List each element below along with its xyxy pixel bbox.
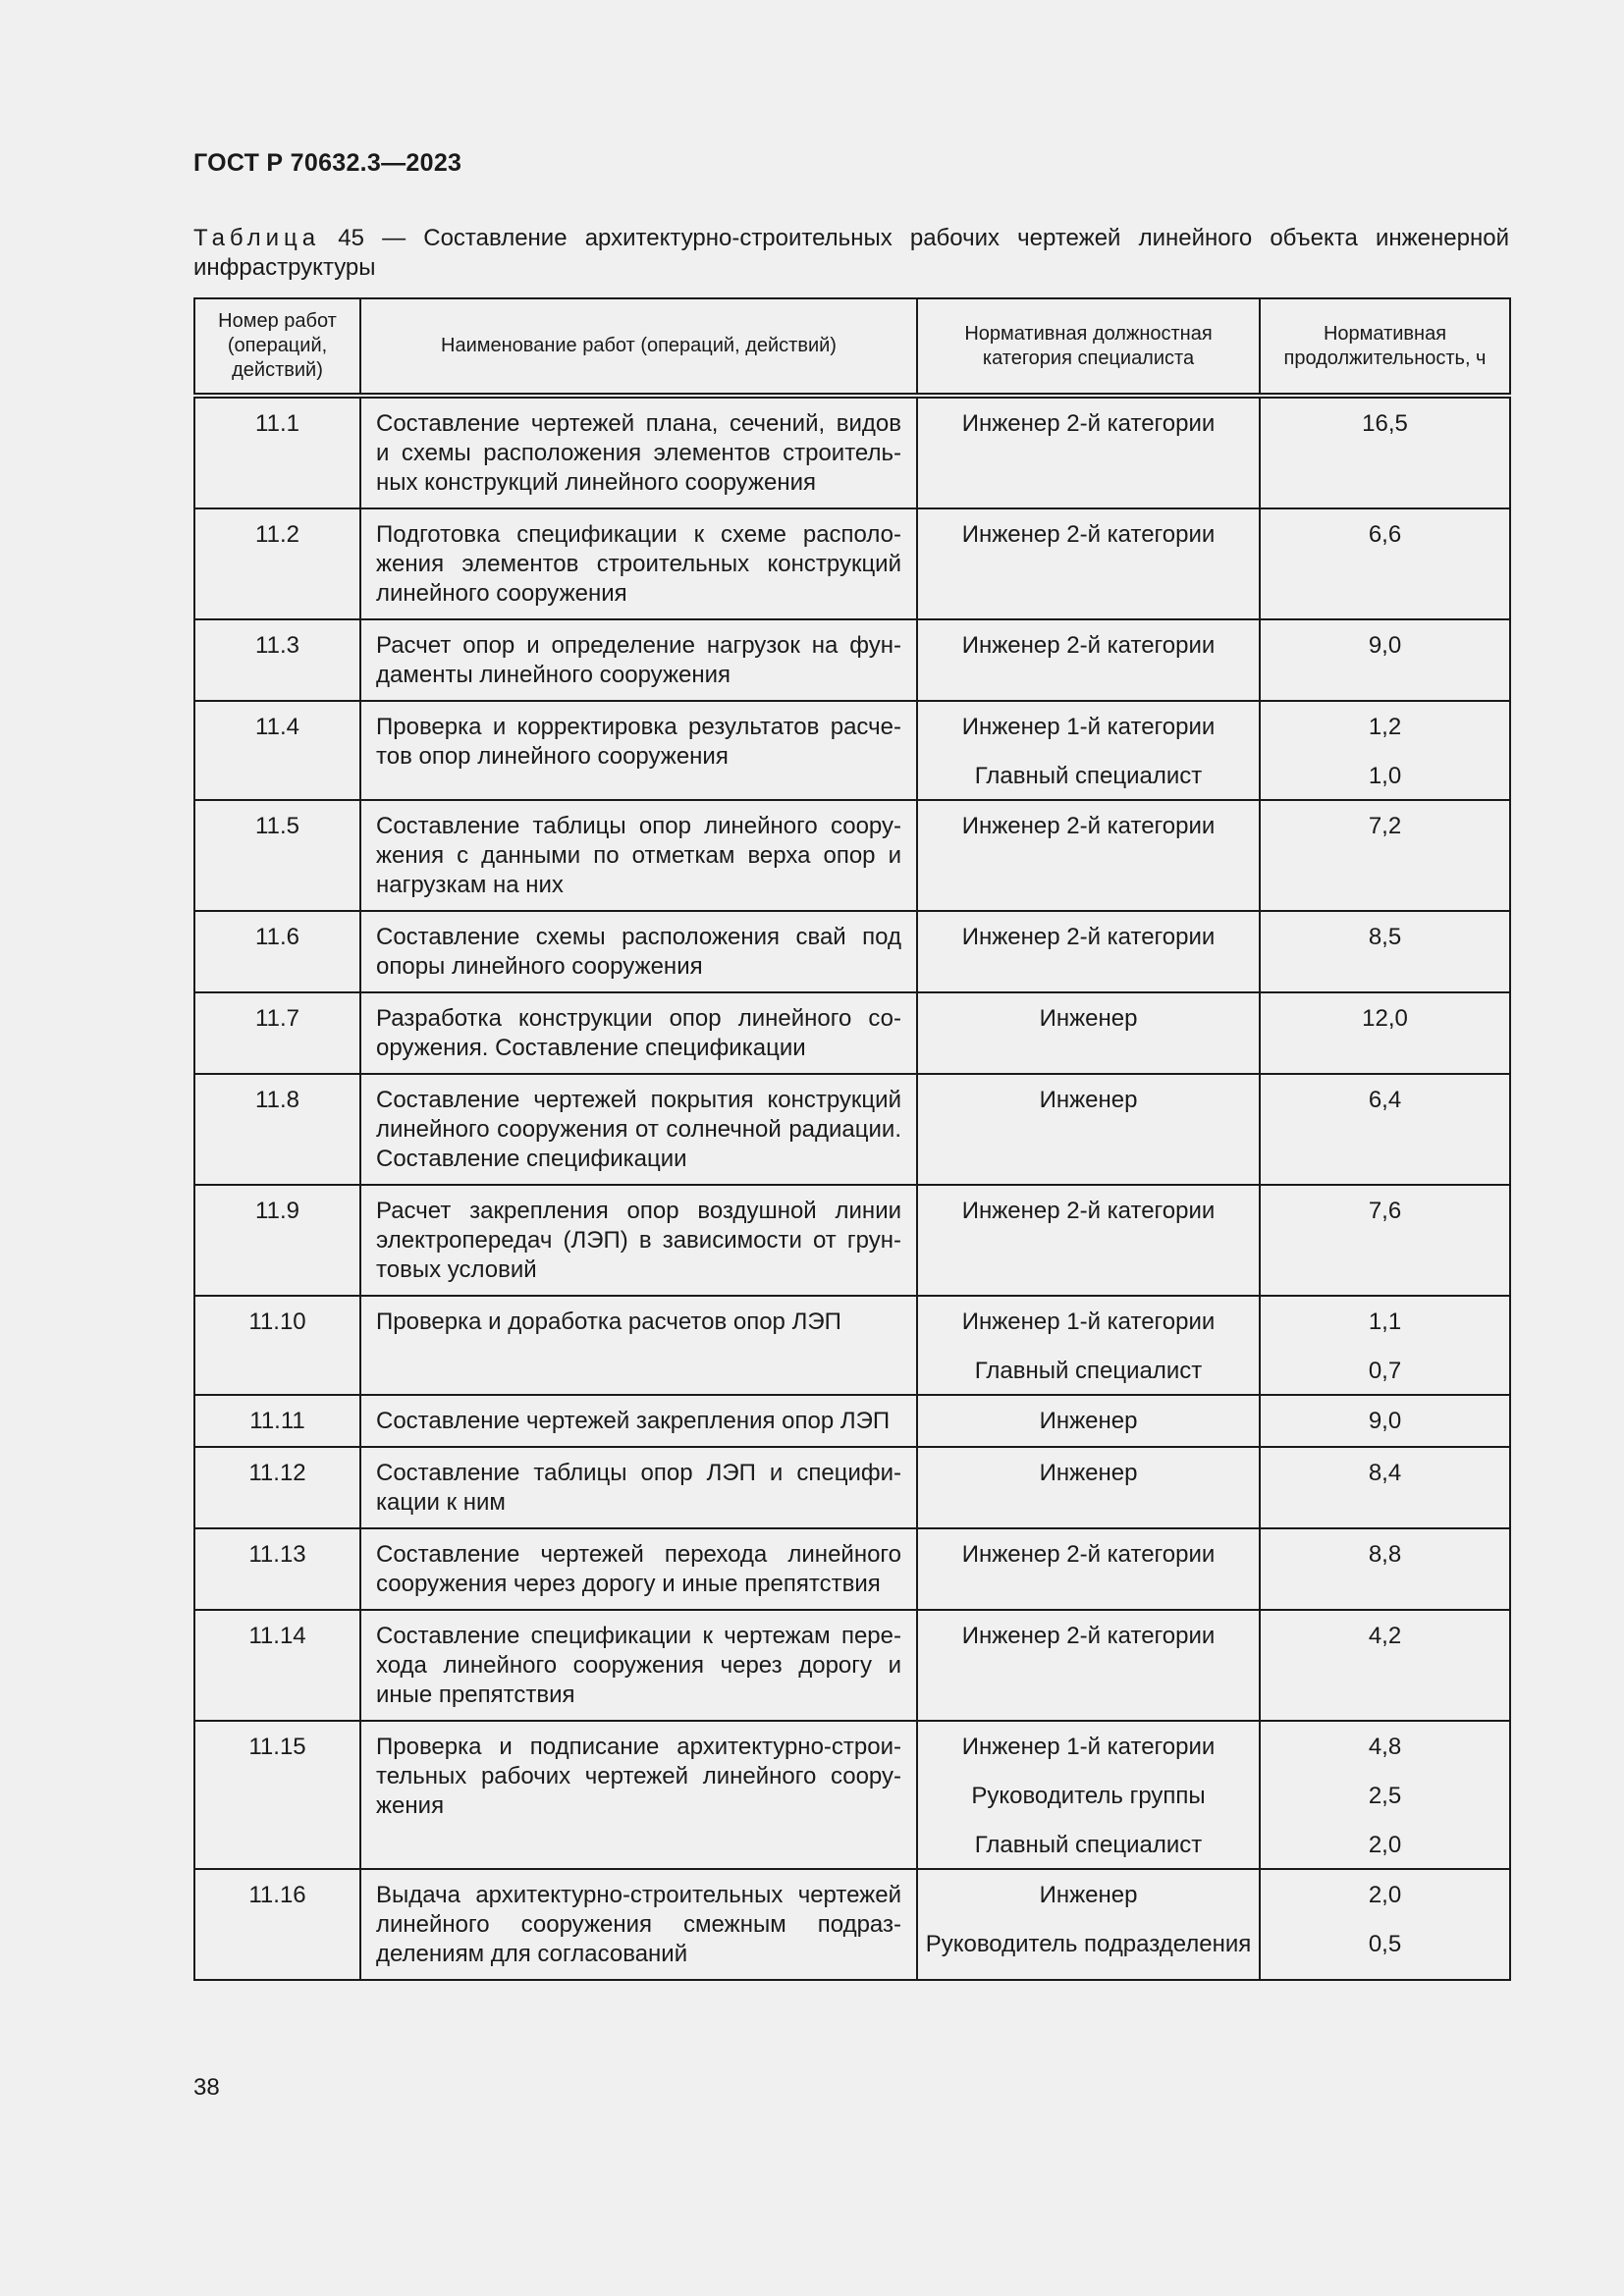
work-number-cell: 11.14 bbox=[194, 1610, 360, 1721]
table-row bbox=[194, 992, 1510, 1074]
column-header-duration: Нормативная продолжительность, ч bbox=[1260, 298, 1510, 396]
specialist-category: Инженер 2-й категории bbox=[961, 521, 1216, 548]
duration-value: 2,0 bbox=[1368, 1882, 1402, 1908]
duration-value: 7,6 bbox=[1368, 1198, 1402, 1224]
duration-value: 4,2 bbox=[1368, 1623, 1402, 1649]
specialist-category: Руководитель группы bbox=[971, 1783, 1206, 1809]
table-row bbox=[194, 1528, 1510, 1610]
duration-cell bbox=[1260, 701, 1510, 800]
table-row bbox=[194, 911, 1510, 992]
table-row bbox=[194, 1869, 1510, 1980]
work-name-cell: Составление схемы расположения свай под опоры линейного сооружения bbox=[360, 911, 917, 992]
work-name-cell: Составление чертежей закрепления опор ЛЭП bbox=[360, 1395, 917, 1447]
page-number: 38 bbox=[193, 2074, 220, 2101]
work-norms-table bbox=[193, 297, 1511, 1981]
specialist-category: Инженер bbox=[1039, 1087, 1138, 1113]
duration-cell bbox=[1260, 619, 1510, 701]
document-header: ГОСТ Р 70632.3—2023 bbox=[193, 149, 462, 177]
work-number-cell: 11.1 bbox=[194, 396, 360, 508]
work-number-cell: 11.12 bbox=[194, 1447, 360, 1528]
work-number-cell: 11.4 bbox=[194, 701, 360, 800]
work-name-cell: Составление чертежей плана, сечений, видов и схемы расположения элементов строительных конструкций линейного сооружения bbox=[360, 396, 917, 508]
specialist-category-cell bbox=[917, 701, 1260, 800]
work-name-cell: Расчет закрепления опор воздушной линии электропередач (ЛЭП) в зависимости от грунтовых условий bbox=[360, 1185, 917, 1296]
specialist-category-cell bbox=[917, 800, 1260, 911]
duration-value: 2,0 bbox=[1368, 1832, 1402, 1858]
work-number-cell: 11.6 bbox=[194, 911, 360, 992]
duration-value: 2,5 bbox=[1368, 1783, 1402, 1809]
table-row bbox=[194, 701, 1510, 800]
duration-value: 0,5 bbox=[1368, 1931, 1402, 1957]
duration-cell bbox=[1260, 1074, 1510, 1185]
specialist-category-cell bbox=[917, 1296, 1260, 1395]
table-row bbox=[194, 800, 1510, 911]
specialist-category: Инженер 2-й категории bbox=[961, 1198, 1216, 1224]
table-row bbox=[194, 508, 1510, 619]
duration-value: 1,0 bbox=[1368, 763, 1402, 789]
duration-cell bbox=[1260, 1869, 1510, 1980]
work-number-cell: 11.11 bbox=[194, 1395, 360, 1447]
work-name-cell: Выдача архитектурно-строительных чертежей линейного сооружения смежным подразделениям для согласований bbox=[360, 1869, 917, 1980]
duration-value: 0,7 bbox=[1368, 1358, 1402, 1384]
work-number-cell: 11.2 bbox=[194, 508, 360, 619]
work-name-cell: Подготовка спецификации к схеме расположения элементов строительных конструкций линейного сооружения bbox=[360, 508, 917, 619]
duration-cell bbox=[1260, 1610, 1510, 1721]
specialist-category-cell bbox=[917, 1721, 1260, 1869]
duration-value: 7,2 bbox=[1368, 813, 1402, 839]
specialist-category: Инженер bbox=[1039, 1882, 1138, 1908]
table-row bbox=[194, 1185, 1510, 1296]
duration-value: 12,0 bbox=[1362, 1005, 1408, 1032]
specialist-category: Инженер 1-й категории bbox=[961, 714, 1216, 740]
duration-cell bbox=[1260, 1528, 1510, 1610]
work-name-cell: Составление спецификации к чертежам перехода линейного сооружения через дорогу и иные препятствия bbox=[360, 1610, 917, 1721]
work-name-cell: Составление чертежей перехода линейного сооружения через дорогу и иные препятствия bbox=[360, 1528, 917, 1610]
table-row bbox=[194, 619, 1510, 701]
duration-cell bbox=[1260, 911, 1510, 992]
duration-value: 1,1 bbox=[1368, 1308, 1402, 1335]
work-number-cell: 11.9 bbox=[194, 1185, 360, 1296]
work-name-cell: Проверка и доработка расчетов опор ЛЭП bbox=[360, 1296, 917, 1395]
specialist-category: Инженер bbox=[1039, 1005, 1138, 1032]
specialist-category: Инженер 2-й категории bbox=[961, 410, 1216, 437]
work-name-cell: Расчет опор и определение нагрузок на фундаменты линейного сооружения bbox=[360, 619, 917, 701]
specialist-category-cell bbox=[917, 1074, 1260, 1185]
specialist-category-cell bbox=[917, 1185, 1260, 1296]
table-caption-text: 45 — Составление архитектурно-строительных рабочих чертежей линейного объекта инженерной инфраструктуры bbox=[193, 225, 1509, 281]
specialist-category: Главный специалист bbox=[974, 1358, 1203, 1384]
duration-cell bbox=[1260, 992, 1510, 1074]
duration-cell bbox=[1260, 508, 1510, 619]
specialist-category-cell bbox=[917, 992, 1260, 1074]
duration-value: 8,5 bbox=[1368, 924, 1402, 950]
duration-cell bbox=[1260, 1447, 1510, 1528]
specialist-category-cell bbox=[917, 1395, 1260, 1447]
duration-value: 8,4 bbox=[1368, 1460, 1402, 1486]
specialist-category-cell bbox=[917, 396, 1260, 508]
work-number-cell: 11.16 bbox=[194, 1869, 360, 1980]
table-row bbox=[194, 396, 1510, 508]
duration-value: 6,6 bbox=[1368, 521, 1402, 548]
work-number-cell: 11.7 bbox=[194, 992, 360, 1074]
specialist-category: Инженер 2-й категории bbox=[961, 632, 1216, 659]
table-row bbox=[194, 1610, 1510, 1721]
table-caption-label: Таблица bbox=[193, 225, 321, 251]
work-number-cell: 11.15 bbox=[194, 1721, 360, 1869]
work-number-cell: 11.5 bbox=[194, 800, 360, 911]
duration-value: 8,8 bbox=[1368, 1541, 1402, 1568]
duration-cell bbox=[1260, 396, 1510, 508]
duration-value: 9,0 bbox=[1368, 632, 1402, 659]
duration-cell bbox=[1260, 1721, 1510, 1869]
specialist-category: Инженер bbox=[1039, 1460, 1138, 1486]
table-row bbox=[194, 1296, 1510, 1395]
specialist-category-cell bbox=[917, 1869, 1260, 1980]
work-number-cell: 11.3 bbox=[194, 619, 360, 701]
specialist-category: Инженер 2-й категории bbox=[961, 924, 1216, 950]
specialist-category: Инженер 1-й категории bbox=[961, 1734, 1216, 1760]
specialist-category: Инженер bbox=[1039, 1408, 1138, 1434]
work-name-cell: Составление таблицы опор линейного сооружения с данными по отметкам верха опор и нагрузкам на них bbox=[360, 800, 917, 911]
table-body bbox=[194, 396, 1510, 1980]
duration-value: 4,8 bbox=[1368, 1734, 1402, 1760]
specialist-category-cell bbox=[917, 1447, 1260, 1528]
duration-cell bbox=[1260, 1185, 1510, 1296]
work-number-cell: 11.13 bbox=[194, 1528, 360, 1610]
specialist-category-cell bbox=[917, 619, 1260, 701]
work-number-cell: 11.10 bbox=[194, 1296, 360, 1395]
duration-cell bbox=[1260, 800, 1510, 911]
table-row bbox=[194, 1074, 1510, 1185]
specialist-category-cell bbox=[917, 1528, 1260, 1610]
specialist-category: Инженер 2-й категории bbox=[961, 1623, 1216, 1649]
column-header-category: Нормативная должностная категория специалиста bbox=[917, 298, 1260, 396]
work-name-cell: Составление таблицы опор ЛЭП и спецификации к ним bbox=[360, 1447, 917, 1528]
table-row bbox=[194, 1395, 1510, 1447]
specialist-category-cell bbox=[917, 911, 1260, 992]
duration-cell bbox=[1260, 1395, 1510, 1447]
specialist-category-cell bbox=[917, 508, 1260, 619]
specialist-category: Руководитель подразделения bbox=[925, 1931, 1252, 1957]
work-name-cell: Проверка и корректировка результатов расчетов опор линейного сооружения bbox=[360, 701, 917, 800]
duration-value: 1,2 bbox=[1368, 714, 1402, 740]
specialist-category-cell bbox=[917, 1610, 1260, 1721]
table-row bbox=[194, 1447, 1510, 1528]
specialist-category: Инженер 1-й категории bbox=[961, 1308, 1216, 1335]
specialist-category: Инженер 2-й категории bbox=[961, 813, 1216, 839]
table-header-row bbox=[194, 298, 1510, 396]
work-name-cell: Проверка и подписание архитектурно-строительных рабочих чертежей линейного сооружения bbox=[360, 1721, 917, 1869]
specialist-category: Главный специалист bbox=[974, 1832, 1203, 1858]
table-caption bbox=[193, 224, 1509, 283]
column-header-name: Наименование работ (операций, действий) bbox=[360, 298, 917, 396]
duration-value: 9,0 bbox=[1368, 1408, 1402, 1434]
work-number-cell: 11.8 bbox=[194, 1074, 360, 1185]
table-row bbox=[194, 1721, 1510, 1869]
duration-value: 16,5 bbox=[1362, 410, 1408, 437]
work-name-cell: Составление чертежей покрытия конструкций линейного сооружения от солнечной радиации. Составление спецификации bbox=[360, 1074, 917, 1185]
duration-cell bbox=[1260, 1296, 1510, 1395]
column-header-number: Номер работ (операций, действий) bbox=[194, 298, 360, 396]
specialist-category: Инженер 2-й категории bbox=[961, 1541, 1216, 1568]
duration-value: 6,4 bbox=[1368, 1087, 1402, 1113]
specialist-category: Главный специалист bbox=[974, 763, 1203, 789]
work-name-cell: Разработка конструкции опор линейного сооружения. Составление спецификации bbox=[360, 992, 917, 1074]
